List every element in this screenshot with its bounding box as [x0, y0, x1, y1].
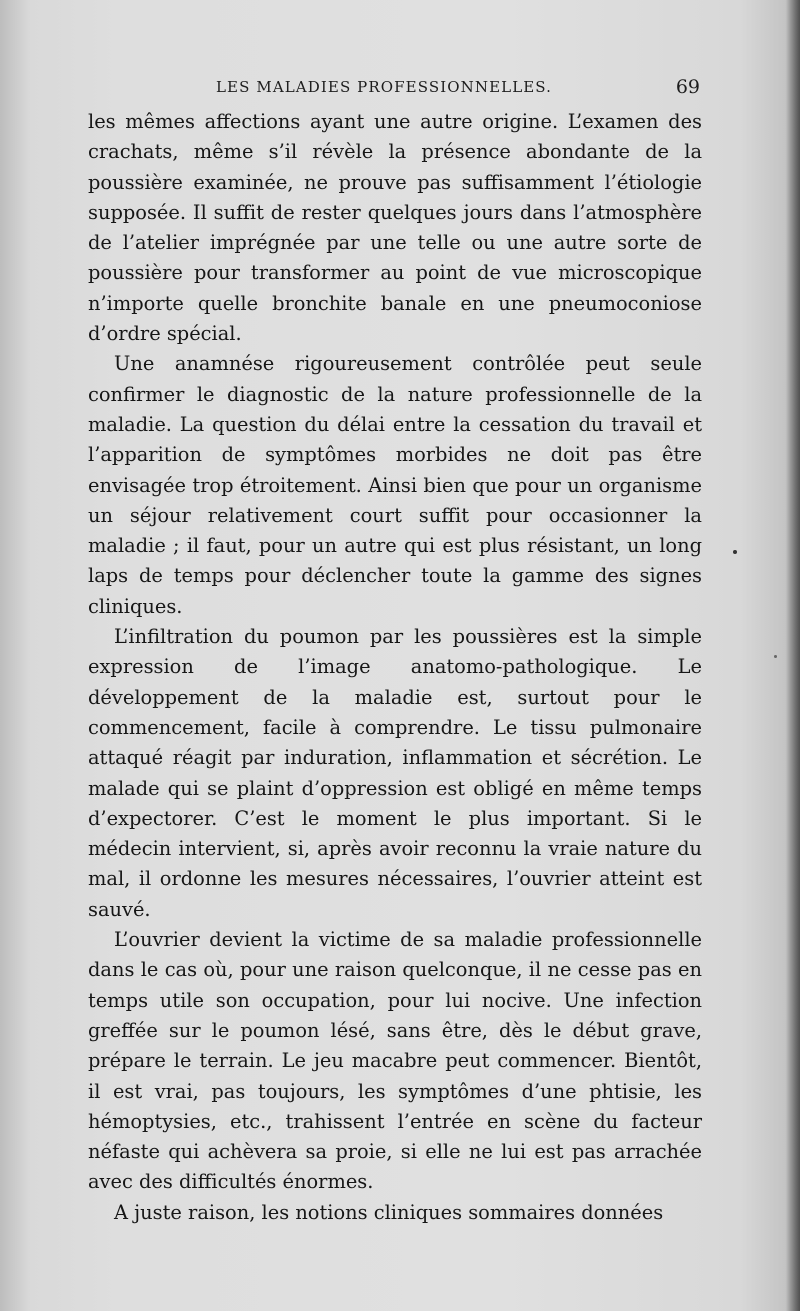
- body-text: [88, 107, 702, 1228]
- running-title: LES MALADIES PROFESSIONNELLES.: [216, 78, 553, 96]
- paragraph-3: L’infiltration du poumon par les poussières est la simple expression de l’image anatomo-pathologique. Le développement de la maladie est, surtout pour le commencement, facile à comprendre. Le tissu pulmonaire attaqué réagit par induration, inflammation et sécrétion. Le malade qui se plaint d’oppression est obligé en même temps d’expectorer. C’est le moment le plus important. Si le médecin intervient, si, après avoir reconnu la vraie nature du mal, il ordonne les mesures nécessaires, l’ouvrier atteint est sauvé.: [88, 625, 702, 921]
- paragraph-2: Une anamnése rigoureusement contrôlée peut seule confirmer le diagnostic de la nature professionnelle de la maladie. La question du délai entre la cessation du travail et l’apparition de symptômes morbides ne doit pas être envisagée trop étroitement. Ainsi bien que pour un organisme un séjour relativement court suffit pour occasionner la maladie ; il faut, pour un autre qui est plus résistant, un long laps de temps pour déclencher toute la gamme des signes cliniques.: [88, 352, 702, 618]
- paragraph-1: les mêmes affections ayant une autre origine. L’examen des crachats, même s’il révèle la présence abondante de la poussière examinée, ne prouve pas suffisamment l’étiologie supposée. Il suffit de rester quelques jours dans l’atmosphère de l’atelier imprégnée par une telle ou une autre sorte de poussière pour transformer au point de vue microscopique n’importe quelle bronchite banale en une pneumoconiose d’ordre spécial.: [88, 110, 702, 346]
- ink-speck: [774, 655, 777, 658]
- paragraph-5: A juste raison, les notions cliniques sommaires données: [114, 1200, 664, 1224]
- ink-speck: [733, 550, 737, 554]
- paragraph-4: L’ouvrier devient la victime de sa maladie professionnelle dans le cas où, pour une raison quelconque, il ne cesse pas en temps utile son occupation, pour lui nocive. Une infection greffée sur le poumon lésé, sans être, dès le début grave, prépare le terrain. Le jeu macabre peut commencer. Bientôt, il est vrai, pas toujours, les symptômes d’une phtisie, les hémoptysies, etc., trahissent l’entrée en scène du facteur néfaste qui achèvera sa proie, si elle ne lui est pas arrachée avec des difficultés énormes.: [88, 928, 702, 1194]
- page-number: 69: [675, 76, 700, 98]
- page-header: [88, 74, 700, 104]
